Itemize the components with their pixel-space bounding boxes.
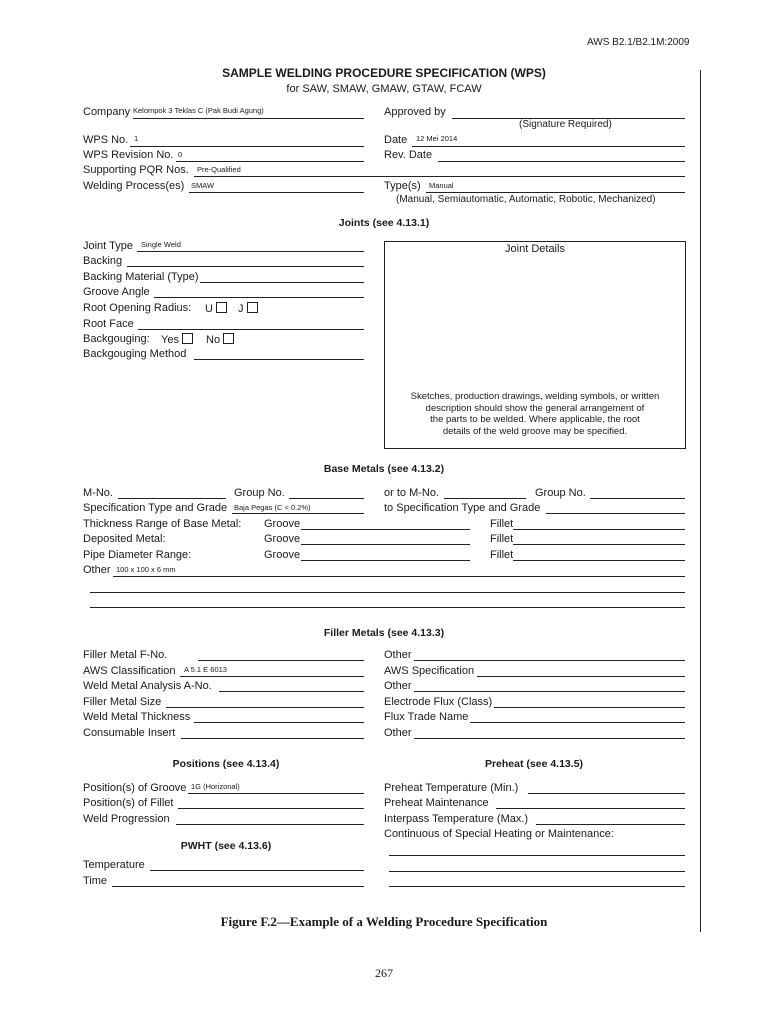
joint-type-label: Joint Type — [83, 240, 133, 252]
rev-date-field[interactable] — [438, 161, 685, 162]
pwht-temperature-field[interactable] — [150, 870, 364, 871]
backing-material-label: Backing Material (Type) — [83, 271, 199, 283]
date-value[interactable]: 12 Mei 2014 — [416, 134, 458, 143]
pqr-label: Supporting PQR Nos. — [83, 164, 189, 176]
continuous-heating-label: Continuous of Special Heating or Maintenance: — [384, 828, 614, 840]
pipe-fillet-field[interactable] — [513, 560, 685, 561]
backing-label: Backing — [83, 255, 123, 267]
base-metals-heading: Base Metals (see 4.13.2) — [323, 463, 445, 475]
weld-metal-thickness-label: Weld Metal Thickness — [83, 711, 191, 723]
root-j-label: J — [238, 303, 244, 315]
base-other-line-2[interactable] — [90, 592, 685, 593]
page-number: 267 — [375, 966, 393, 980]
spec-type-grade-field[interactable] — [232, 513, 364, 514]
welding-process-label: Welding Process(es) — [83, 180, 185, 192]
pipe-groove-label: Groove — [264, 549, 301, 561]
group-no-field[interactable] — [289, 498, 364, 499]
m-no-label: M-No. — [83, 487, 113, 499]
backgouging-yes-checkbox[interactable] — [182, 333, 193, 344]
backgouging-label: Backgouging: — [83, 333, 150, 345]
form-subtitle: for SAW, SMAW, GMAW, GTAW, FCAW — [286, 83, 482, 95]
company-value[interactable]: Kelompok 3 Teklas C (Pak Budi Agung) — [133, 106, 264, 115]
or-to-m-no-label: or to M-No. — [384, 487, 440, 499]
weld-progression-label: Weld Progression — [83, 813, 170, 825]
group-no-label: Group No. — [234, 487, 285, 499]
filler-metals-heading: Filler Metals (see 4.13.3) — [323, 627, 445, 639]
signature-note: (Signature Required) — [519, 119, 612, 130]
aws-classification-label: AWS Classification — [83, 665, 176, 677]
electrode-flux-label: Electrode Flux (Class) — [384, 696, 493, 708]
position-fillet-field[interactable] — [178, 808, 364, 809]
m-no-field[interactable] — [118, 498, 226, 499]
continuous-heating-line-1[interactable] — [389, 855, 685, 856]
welding-process-value[interactable]: SMAW — [191, 181, 215, 190]
pwht-time-label: Time — [83, 875, 108, 887]
pipe-fillet-label: Fillet — [490, 549, 514, 561]
position-groove-value[interactable]: 1G (Horizonal) — [191, 782, 240, 791]
continuous-heating-line-3[interactable] — [389, 886, 685, 887]
filler-other-2-label: Other — [384, 680, 412, 692]
groove-angle-label: Groove Angle — [83, 286, 150, 298]
root-face-label: Root Face — [83, 318, 134, 330]
pqr-field[interactable] — [194, 176, 685, 177]
interpass-temp-field[interactable] — [536, 824, 685, 825]
joint-type-field[interactable] — [137, 251, 364, 252]
weld-metal-analysis-label: Weld Metal Analysis A-No. — [83, 680, 212, 692]
types-note: (Manual, Semiautomatic, Automatic, Robotic, Mechanized) — [396, 194, 656, 205]
document-code: AWS B2.1/B2.1M:2009 — [587, 37, 690, 48]
deposited-fillet-label: Fillet — [490, 533, 514, 545]
joint-type-value[interactable]: Single Weld — [141, 240, 181, 249]
filler-other-3-label: Other — [384, 727, 412, 739]
preheat-min-field[interactable] — [528, 793, 685, 794]
thickness-groove-label: Groove — [264, 518, 301, 530]
root-j-checkbox[interactable] — [247, 302, 258, 313]
aws-classification-field[interactable] — [180, 676, 364, 677]
company-field[interactable] — [133, 118, 364, 119]
flux-trade-name-label: Flux Trade Name — [384, 711, 469, 723]
backing-field[interactable] — [127, 266, 364, 267]
figure-caption: Figure F.2—Example of a Welding Procedure Specification — [220, 914, 548, 929]
thickness-fillet-field[interactable] — [513, 529, 685, 530]
groove-angle-field[interactable] — [154, 297, 364, 298]
position-fillet-label: Position(s) of Fillet — [83, 797, 174, 809]
group-no-2-field[interactable] — [590, 498, 685, 499]
wps-no-label: WPS No. — [83, 134, 129, 146]
welding-process-field[interactable] — [189, 192, 364, 193]
pipe-diameter-label: Pipe Diameter Range: — [83, 549, 192, 561]
consumable-insert-field[interactable] — [181, 738, 364, 739]
joint-details-note-line: details of the weld groove may be specified. — [442, 425, 628, 437]
types-label: Type(s) — [384, 180, 421, 192]
joint-details-note-line: the parts to be welded. Where applicable, the root — [430, 414, 640, 425]
joint-details-note — [384, 391, 686, 437]
joints-heading: Joints (see 4.13.1) — [338, 217, 430, 229]
pipe-groove-field[interactable] — [301, 560, 470, 561]
preheat-maintenance-field[interactable] — [496, 808, 685, 809]
group-no-2-label: Group No. — [535, 487, 586, 499]
joint-details-note-line: description should show the general arrangement of — [425, 402, 645, 414]
backgouging-yes-option[interactable] — [161, 333, 193, 346]
filler-f-no-field[interactable] — [198, 660, 364, 661]
backgouging-no-checkbox[interactable] — [223, 333, 234, 344]
form-title: SAMPLE WELDING PROCEDURE SPECIFICATION (WPS) — [222, 66, 546, 80]
wps-revision-label: WPS Revision No. — [83, 149, 174, 161]
pwht-heading: PWHT (see 4.13.6) — [180, 840, 272, 852]
position-groove-field[interactable] — [188, 793, 364, 794]
deposited-groove-field[interactable] — [301, 544, 470, 545]
filler-f-no-label: Filler Metal F-No. — [83, 649, 168, 661]
aws-classification-value[interactable]: A 5.1 E 6013 — [184, 665, 227, 674]
approved-by-label: Approved by — [384, 106, 446, 118]
positions-heading: Positions (see 4.13.4) — [172, 758, 280, 770]
to-spec-type-grade-label: to Specification Type and Grade — [384, 502, 541, 514]
root-u-label: U — [205, 303, 213, 315]
filler-other-1-field[interactable] — [414, 660, 685, 661]
thickness-groove-field[interactable] — [301, 529, 470, 530]
weld-metal-analysis-field[interactable] — [219, 691, 364, 692]
filler-metal-size-field[interactable] — [166, 707, 364, 708]
root-u-option[interactable] — [205, 302, 227, 315]
flux-trade-name-field[interactable] — [470, 722, 685, 723]
filler-other-3-field[interactable] — [414, 738, 685, 739]
interpass-temp-label: Interpass Temperature (Max.) — [384, 813, 529, 825]
root-u-checkbox[interactable] — [216, 302, 227, 313]
base-other-value[interactable]: 100 x 100 x 6 mm — [116, 565, 176, 574]
joint-details-title: Joint Details — [505, 243, 565, 255]
date-label: Date — [384, 134, 408, 146]
aws-specification-field[interactable] — [477, 676, 685, 677]
root-face-field[interactable] — [138, 329, 364, 330]
aws-specification-label: AWS Specification — [384, 665, 475, 677]
root-j-option[interactable] — [238, 302, 258, 315]
thickness-fillet-label: Fillet — [490, 518, 514, 530]
thickness-range-label: Thickness Range of Base Metal: — [83, 518, 242, 530]
pqr-value[interactable]: Pre-Qualified — [197, 165, 241, 174]
or-to-m-no-field[interactable] — [444, 498, 526, 499]
company-label: Company — [83, 106, 131, 118]
preheat-maintenance-label: Preheat Maintenance — [384, 797, 489, 809]
backgouging-no-label: No — [206, 334, 221, 346]
weld-progression-field[interactable] — [176, 824, 364, 825]
types-field[interactable] — [426, 192, 685, 193]
rev-date-label: Rev. Date — [384, 149, 433, 161]
wps-no-field[interactable] — [130, 146, 364, 147]
base-other-line-3[interactable] — [90, 607, 685, 608]
wps-revision-value[interactable]: 0 — [178, 150, 183, 159]
root-opening-label: Root Opening Radius: — [83, 302, 192, 314]
types-value[interactable]: Manual — [429, 181, 454, 190]
wps-no-value[interactable]: 1 — [134, 134, 139, 143]
weld-metal-thickness-field[interactable] — [194, 722, 364, 723]
deposited-groove-label: Groove — [264, 533, 301, 545]
filler-metal-size-label: Filler Metal Size — [83, 696, 162, 708]
consumable-insert-label: Consumable Insert — [83, 727, 176, 739]
deposited-fillet-field[interactable] — [513, 544, 685, 545]
right-margin-rule — [700, 70, 701, 932]
electrode-flux-field[interactable] — [494, 707, 685, 708]
position-groove-label: Position(s) of Groove — [83, 782, 187, 794]
deposited-metal-label: Deposited Metal: — [83, 533, 166, 545]
filler-other-2-field[interactable] — [414, 691, 685, 692]
filler-other-1-label: Other — [384, 649, 412, 661]
backgouging-no-option[interactable] — [206, 333, 234, 346]
pwht-temperature-label: Temperature — [83, 859, 145, 871]
spec-type-grade-value[interactable]: Baja Pegas (C < 0.2%) — [234, 503, 311, 512]
wps-revision-field[interactable] — [176, 161, 364, 162]
joint-details-note-line: Sketches, production drawings, welding symbols, or written — [410, 391, 660, 402]
preheat-heading: Preheat (see 4.13.5) — [484, 758, 584, 770]
preheat-min-label: Preheat Temperature (Min.) — [384, 782, 519, 794]
pwht-time-field[interactable] — [112, 886, 364, 887]
base-other-field[interactable] — [113, 576, 685, 577]
backgouging-method-label: Backgouging Method — [83, 348, 187, 360]
date-field[interactable] — [412, 146, 685, 147]
backgouging-method-field[interactable] — [194, 359, 364, 360]
base-other-label: Other — [83, 564, 111, 576]
spec-type-grade-label: Specification Type and Grade — [83, 502, 228, 514]
to-spec-type-grade-field[interactable] — [546, 513, 685, 514]
continuous-heating-line-2[interactable] — [389, 871, 685, 872]
backing-material-field[interactable] — [200, 282, 364, 283]
backgouging-yes-label: Yes — [161, 334, 179, 346]
